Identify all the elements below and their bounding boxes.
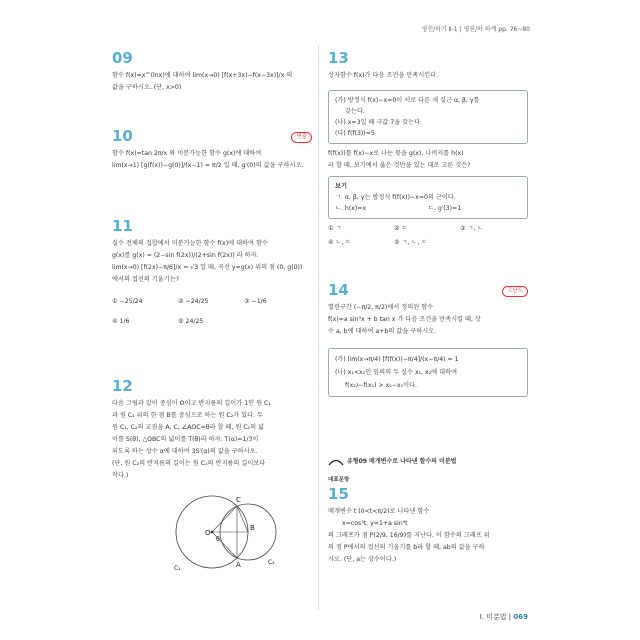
problem-number: 09 bbox=[112, 49, 133, 67]
section-heading bbox=[328, 456, 528, 468]
label-theta: θ bbox=[216, 536, 220, 543]
representative-tag: 대표문항 bbox=[328, 477, 350, 483]
problem-text: 수 a, b에 대하여 a+b의 값을 구하시오. bbox=[328, 328, 437, 335]
left-column bbox=[112, 50, 312, 578]
page-number: 069 bbox=[513, 613, 528, 621]
problem-09 bbox=[112, 50, 312, 128]
label-a: A bbox=[236, 561, 241, 569]
problem-number: 11 bbox=[112, 217, 133, 235]
problem-text: 열린구간 (−π/2, π/2)에서 정의된 함수 bbox=[328, 304, 434, 311]
problem-text: 다음 그림과 같이 중심이 O이고 반지름의 길이가 1인 원 C₁ bbox=[112, 400, 271, 407]
right-column bbox=[328, 50, 528, 566]
page-header: 영진/하기 Ⅱ-1 | 영진/하 하계 pp. 76~80 bbox=[421, 26, 530, 33]
answer-choices bbox=[112, 296, 312, 328]
point-o bbox=[211, 531, 214, 534]
problem-text: 되도록 하는 상수 α에 대하여 3S′(α)의 값을 구하시오. bbox=[112, 448, 258, 455]
problem-text: 작다.) bbox=[112, 472, 129, 479]
example-title: 보기 bbox=[335, 183, 347, 190]
example-item-1: ㄱ. α, β, γ는 방정식 f(f(x))−x=0의 근이다. bbox=[335, 194, 456, 201]
problem-text: 의 그래프가 점 P(2/9, 16/9)를 지난다. 이 함수의 그래프 위 bbox=[328, 532, 490, 539]
problem-number: 12 bbox=[112, 377, 133, 395]
problem-14 bbox=[328, 282, 528, 452]
choice-3[interactable]: ③ ㄱ, ㄴ bbox=[460, 225, 484, 232]
label-c1: C₁ bbox=[174, 565, 181, 572]
choice-4[interactable]: ④ 1/6 bbox=[112, 318, 130, 325]
example-item-2: ㄴ. h(x)=x bbox=[335, 205, 367, 212]
problem-text: 이를 S(θ), △OBC의 넓이를 T(θ)라 하자. T(α)=1/3이 bbox=[112, 436, 259, 443]
column-divider bbox=[318, 45, 319, 610]
label-c2: C₂ bbox=[268, 559, 275, 566]
condition-b-cont: f(x₂)−f(x₁) > x₂−x₁이다. bbox=[345, 382, 417, 389]
choice-4[interactable]: ④ ㄴ, ㄷ bbox=[328, 239, 352, 246]
frequent-badge: 빈출 bbox=[291, 132, 312, 143]
problem-text: 매개변수 t (0<t<π/2)로 나타낸 함수 bbox=[328, 508, 430, 515]
problem-10 bbox=[112, 128, 312, 218]
footer-chapter: Ⅰ. 미분법 bbox=[479, 613, 507, 621]
problem-number: 15 bbox=[328, 485, 349, 503]
choice-2[interactable]: ② ㄷ bbox=[394, 225, 408, 232]
problem-text: f(x)=a sin³x + b tan x 가 다음 조건을 만족시킬 때, 상 bbox=[328, 316, 481, 323]
condition-b: (나) x=3일 때 극값 7을 갖는다. bbox=[335, 119, 423, 126]
problem-text: f(f(x))를 f(x)−x로 나눈 몫을 g(x), 나머지를 h(x) bbox=[328, 150, 464, 157]
choice-2[interactable]: ② −24/25 bbox=[178, 298, 209, 305]
page-footer: Ⅰ. 미분법 | 069 bbox=[479, 613, 528, 621]
choice-1[interactable]: ① ㄱ bbox=[328, 225, 342, 232]
problem-text: 에서의 접선의 기울기는? bbox=[112, 276, 179, 283]
answer-choices bbox=[328, 223, 528, 249]
label-o: O bbox=[205, 529, 211, 537]
problem-15 bbox=[328, 474, 528, 566]
label-c: C bbox=[236, 496, 241, 504]
problem-text: 실수 전체의 집합에서 미분가능한 함수 f(x)에 대하여 함수 bbox=[112, 240, 268, 247]
problem-text: 함수 f(x)=tan 2π/x 와 미분가능한 함수 g(x)에 대하여 bbox=[112, 150, 262, 157]
example-item-3: ㄷ. g′(3)=1 bbox=[428, 205, 462, 212]
problem-text: (단, 원 C₂의 반지름의 길이는 원 C₁의 반지름의 길이보다 bbox=[112, 460, 266, 467]
segment-oc bbox=[212, 506, 237, 532]
choice-5[interactable]: ⑤ ㄱ, ㄴ, ㄷ bbox=[394, 239, 428, 246]
problem-text: lim(x→1) [g(f(x))−g(0)]/(x−1) = π/2 일 때, g′(0)의 값을 구하시오. bbox=[112, 162, 304, 169]
choice-5[interactable]: ⑤ 24/25 bbox=[178, 318, 204, 325]
condition-a-cont: 갖는다. bbox=[345, 108, 365, 115]
problem-number: 14 bbox=[328, 281, 349, 299]
problem-text: lim(x→0) [f(2x)−π/6]/x = √3 일 때, 곡선 y=g(x) 위의 점 (0, g(0)) bbox=[112, 264, 303, 271]
problem-text: 시오. (단, a는 상수이다.) bbox=[328, 556, 397, 563]
problem-number: 10 bbox=[112, 127, 133, 145]
problem-text: 함수 f(x)=x^(lnx)에 대하여 lim(x→0) [f(x+3x)−f(x−3x)]/x 의 bbox=[112, 72, 293, 79]
problem-text: 라 할 때, 보기에서 옳은 것만을 있는 대로 고른 것은? bbox=[328, 162, 471, 169]
problem-number: 13 bbox=[328, 49, 349, 67]
problem-12 bbox=[112, 378, 312, 578]
problem-text: 원 C₁, C₂의 교점을 A, C, ∠AOC=θ라 할 때, 원 C₁의 넓 bbox=[112, 424, 265, 431]
condition-b: (나) x₁<x₂인 임의의 두 실수 x₁, x₂에 대하여 bbox=[335, 369, 458, 376]
problem-text: 상자함수 f(x)가 다음 조건을 만족시킨다. bbox=[328, 72, 439, 79]
segment-bc bbox=[237, 506, 248, 532]
example-items-row bbox=[335, 203, 521, 214]
circle-diagram bbox=[112, 488, 312, 578]
problem-13 bbox=[328, 50, 528, 282]
difficulty-badge: 고난도 bbox=[502, 286, 528, 297]
condition-a: (가) lim(x→π/4) [f(f(x))−π/4]/(x−π/4) = 1 bbox=[335, 356, 459, 363]
section-title: 유형09 매개변수로 나타낸 함수의 미분법 bbox=[347, 458, 457, 465]
label-b: B bbox=[250, 524, 255, 532]
example-box bbox=[328, 176, 528, 219]
problem-text: g(x)를 g(x) = (2−sin f(2x))/(2+sin f(2x)) 라 하자. bbox=[112, 252, 259, 259]
condition-box bbox=[328, 348, 528, 397]
condition-box bbox=[328, 90, 528, 144]
section-arc-icon bbox=[328, 458, 344, 466]
problem-text: x=cos³t, y=1+a sin⁴t bbox=[342, 520, 408, 527]
choice-3[interactable]: ③ −1/6 bbox=[244, 298, 267, 305]
choice-1[interactable]: ① −25/24 bbox=[112, 298, 143, 305]
problem-text: 값을 구하시오. (단, x>0) bbox=[112, 84, 182, 91]
problem-11 bbox=[112, 218, 312, 378]
condition-a: (가) 방정식 f(x)−x=0이 서로 다른 세 실근 α, β, γ를 bbox=[335, 97, 480, 104]
problem-text: 의 점 P에서의 접선의 기울기를 b라 할 때, ab의 값을 구하 bbox=[328, 544, 485, 551]
problem-text: 과 원 C₁ 위의 한 점 B를 중심으로 하는 원 C₂가 있다. 두 bbox=[112, 412, 264, 419]
condition-c: (다) f(f(3))=5 bbox=[335, 130, 375, 137]
